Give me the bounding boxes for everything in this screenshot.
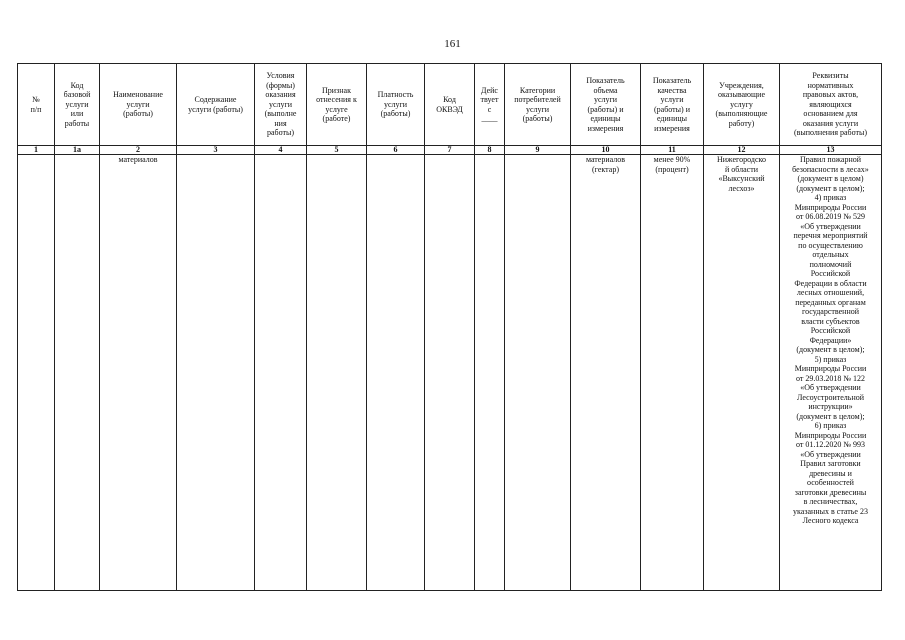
- column-number: 4: [255, 146, 307, 155]
- table-row: [18, 155, 882, 591]
- header-cell: Содержание услуги (работы): [177, 64, 255, 146]
- column-number: 10: [571, 146, 641, 155]
- header-cell: Код ОКВЭД: [425, 64, 475, 146]
- header-row: [18, 64, 882, 146]
- header-cell: Категории потребителей услуги (работы): [505, 64, 571, 146]
- column-number: 13: [780, 146, 882, 155]
- column-number: 1а: [55, 146, 100, 155]
- header-cell: Показатель качества услуги (работы) и единицы измерения: [641, 64, 704, 146]
- page-number: 161: [444, 38, 461, 50]
- column-number: 1: [18, 146, 55, 155]
- body-cell-institutions: Нижегородско й области «Выксунский лесхоз»: [704, 155, 780, 591]
- body-cell: [255, 155, 307, 591]
- body-cell-legal-acts: Правил пожарной безопасности в лесах» (документ в целом) (документ в целом); 4) приказ Минприроды России от 06.08.2019 № 529 «Об утверждении перечня мероприятий по осуществлению отдельных полномочий Российской Федерации в области лесных отношений, переданных органам государственной власти субъектов Российской Федерации» (документ в целом); 5) приказ Минприроды России от 29.03.2018 № 122 «Об утверждении Лесоустроительной инструкции» (документ в целом); 6) приказ Минприроды России от 01.12.2020 № 993 «Об утверждении Правил заготовки древесины и особенностей заготовки древесины в лесничествах, указанных в статье 23 Лесного кодекса: [780, 155, 882, 591]
- header-cell: Учреждения, оказывающие услугу (выполняющие работу): [704, 64, 780, 146]
- body-cell: [475, 155, 505, 591]
- column-number: 3: [177, 146, 255, 155]
- body-cell: [177, 155, 255, 591]
- body-cell: [505, 155, 571, 591]
- header-cell: Дейс твует с ____: [475, 64, 505, 146]
- body-cell-service-name: материалов: [100, 155, 177, 591]
- column-number: 12: [704, 146, 780, 155]
- column-number: 5: [307, 146, 367, 155]
- header-cell: Наименование услуги (работы): [100, 64, 177, 146]
- column-number: 2: [100, 146, 177, 155]
- column-number: 7: [425, 146, 475, 155]
- header-cell: Признак отнесения к услуге (работе): [307, 64, 367, 146]
- body-cell: [425, 155, 475, 591]
- header-cell: Условия (формы) оказания услуги (выполне ния работы): [255, 64, 307, 146]
- column-number: 8: [475, 146, 505, 155]
- body-cell: [18, 155, 55, 591]
- body-cell: [307, 155, 367, 591]
- column-number: 9: [505, 146, 571, 155]
- body-cell-volume-indicator: материалов (гектар): [571, 155, 641, 591]
- column-number-row: [18, 146, 882, 155]
- body-cell: [367, 155, 425, 591]
- header-cell: Код базовой услуги или работы: [55, 64, 100, 146]
- header-cell: Показатель объема услуги (работы) и единицы измерения: [571, 64, 641, 146]
- column-number: 11: [641, 146, 704, 155]
- header-cell: № п/п: [18, 64, 55, 146]
- body-cell: [55, 155, 100, 591]
- column-number: 6: [367, 146, 425, 155]
- header-cell: Реквизиты нормативных правовых актов, являющихся основанием для оказания услуги (выполнения работы): [780, 64, 882, 146]
- services-registry-table: [17, 63, 882, 591]
- body-cell-quality-indicator: менее 90% (процент): [641, 155, 704, 591]
- header-cell: Платность услуги (работы): [367, 64, 425, 146]
